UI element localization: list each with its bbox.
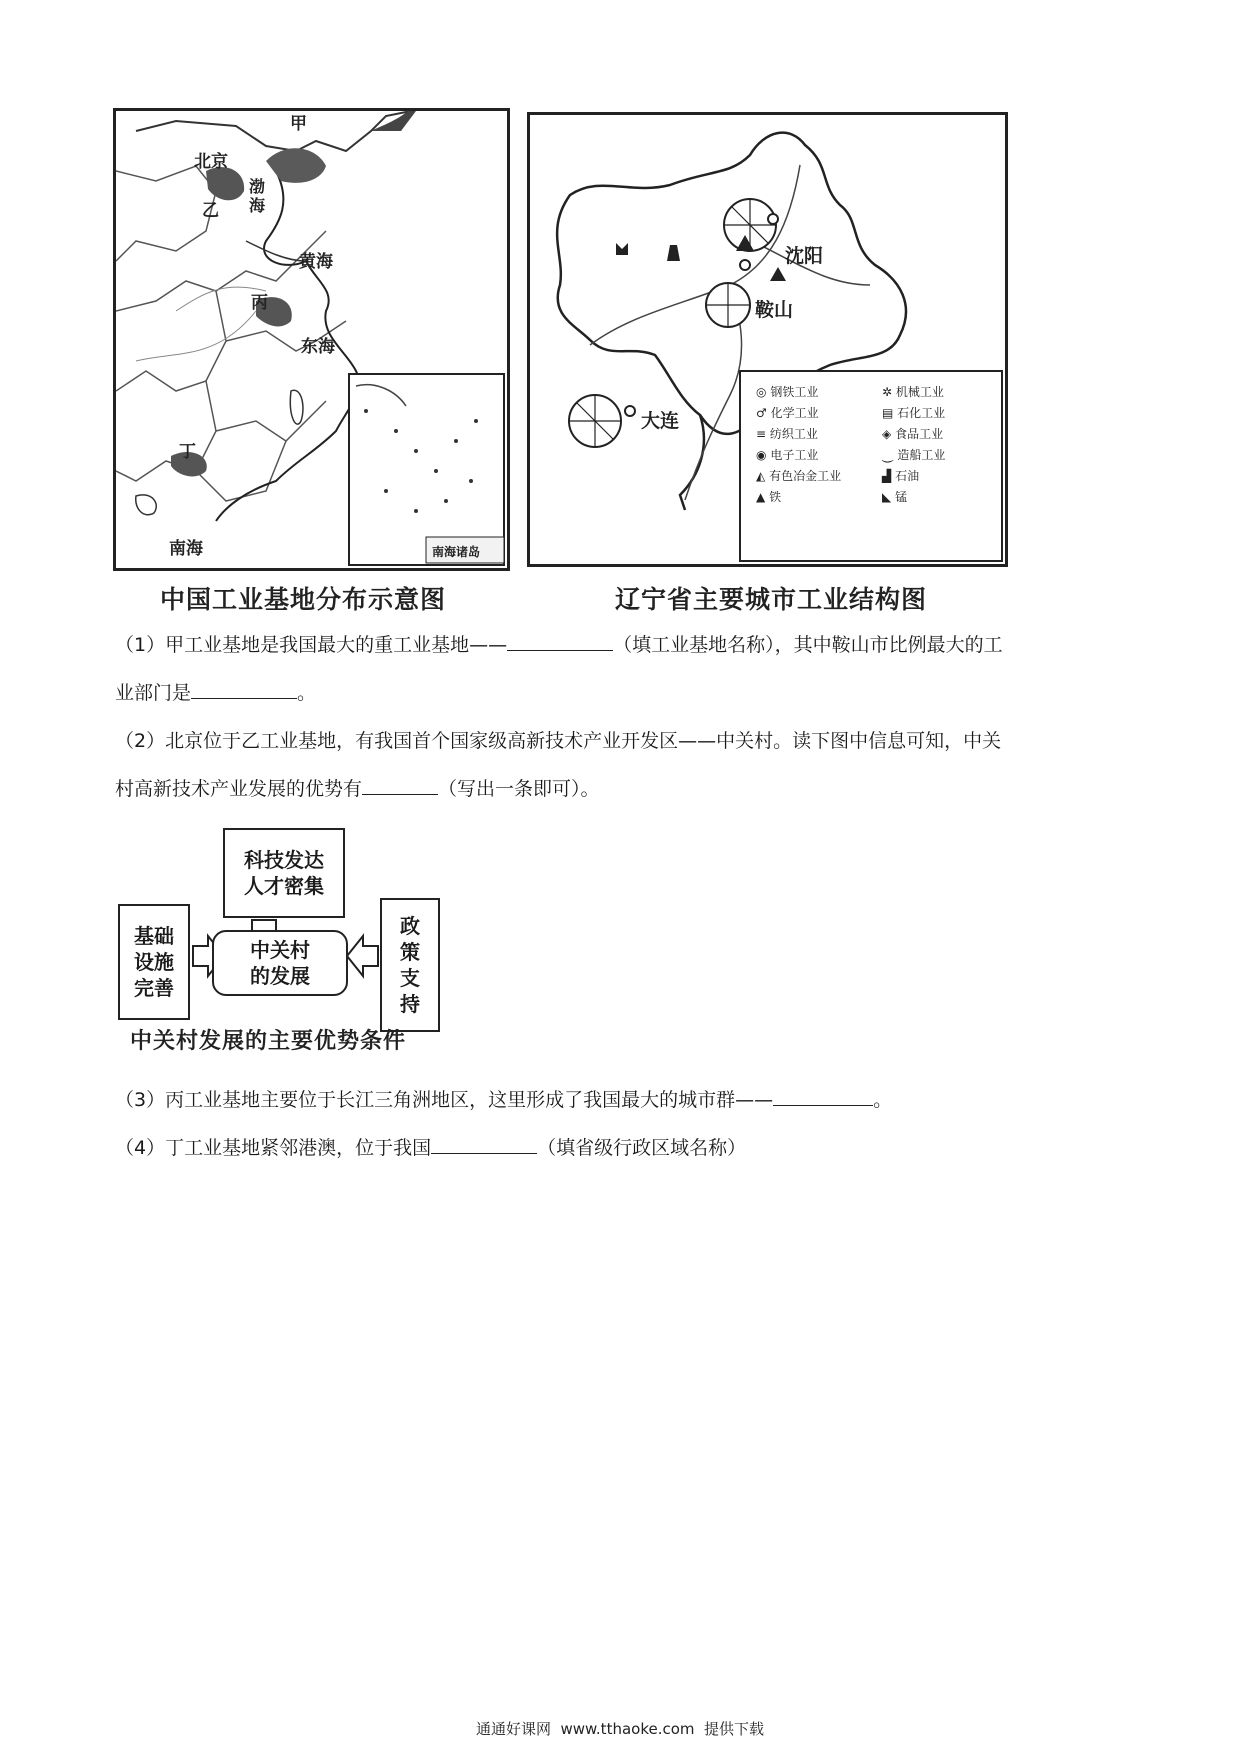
page-footer: 通通好课网 www.tthaoke.com 提供下载 bbox=[475, 1720, 765, 1738]
diagram-box-top: 科技发达 人才密集 bbox=[223, 828, 345, 918]
china-industrial-map bbox=[113, 108, 510, 571]
question-1-line-2: 业部门是 。 bbox=[115, 682, 317, 704]
diagram-box-left: 基础 设施 完善 bbox=[118, 904, 190, 1020]
label-bohai: 渤海 bbox=[249, 177, 266, 215]
question-1-line-1: （1）甲工业基地是我国最大的重工业基地—— （填工业基地名称），其中鞍山市比例最大的工 bbox=[115, 634, 1003, 656]
diagram-box-right: 政 策 支 持 bbox=[380, 898, 440, 1032]
label-bing: 丙 bbox=[251, 293, 268, 313]
city-shenyang: 沈阳 bbox=[785, 245, 824, 267]
label-jia: 甲 bbox=[290, 114, 307, 134]
chemical-icon: ♂ bbox=[756, 406, 767, 420]
legend-textile: ≡ 纺织工业 bbox=[756, 427, 818, 441]
legend-petrochemical: ▤ 石化工业 bbox=[882, 406, 946, 420]
answer-blank-3[interactable] bbox=[773, 1087, 873, 1106]
gear-icon: ✲ bbox=[882, 385, 893, 399]
legend-metallurgy: ◭ 有色冶金工业 bbox=[756, 469, 842, 483]
legend-steel: ◎ 钢铁工业 bbox=[756, 385, 819, 399]
answer-blank-1b[interactable] bbox=[191, 680, 297, 699]
legend-machinery: ✲ 机械工业 bbox=[882, 385, 944, 399]
answer-blank-1a[interactable] bbox=[507, 632, 613, 651]
city-dalian: 大连 bbox=[641, 410, 680, 432]
legend-food: ◈ 食品工业 bbox=[882, 427, 944, 441]
diagram-box-center: 中关村 的发展 bbox=[212, 930, 348, 996]
legend-ship: ⏝ 造船工业 bbox=[882, 448, 946, 462]
diagram-caption: 中关村发展的主要优势条件 bbox=[130, 1029, 407, 1054]
liaoning-map-caption: 辽宁省主要城市工业结构图 bbox=[615, 585, 928, 614]
legend-electronics: ◉ 电子工业 bbox=[756, 448, 819, 462]
food-icon: ◈ bbox=[882, 427, 892, 441]
label-yi: 乙 bbox=[202, 201, 219, 221]
label-beijing: 北京 bbox=[194, 152, 228, 172]
question-4: （4）丁工业基地紧邻港澳，位于我国 （填省级行政区域名称） bbox=[115, 1137, 747, 1159]
liaoning-industry-map bbox=[527, 112, 1008, 567]
answer-blank-4[interactable] bbox=[431, 1135, 537, 1154]
oil-icon: ▟ bbox=[882, 469, 892, 483]
china-map-caption: 中国工业基地分布示意图 bbox=[160, 585, 447, 614]
legend-iron: ▲ 铁 bbox=[756, 490, 782, 504]
label-ding: 丁 bbox=[179, 442, 196, 462]
label-donghai: 东海 bbox=[301, 337, 335, 357]
legend-manganese: ◣ 锰 bbox=[882, 490, 908, 504]
label-nanhai: 南海 bbox=[169, 539, 203, 559]
steel-icon: ◎ bbox=[756, 385, 767, 399]
metallurgy-icon: ◭ bbox=[756, 469, 766, 483]
legend-oil: ▟ 石油 bbox=[882, 469, 920, 483]
city-anshan: 鞍山 bbox=[755, 299, 794, 321]
iron-icon: ▲ bbox=[756, 490, 766, 504]
label-inset: 南海诸岛 bbox=[432, 545, 481, 559]
answer-blank-2[interactable] bbox=[362, 776, 438, 795]
zhongguancun-diagram bbox=[118, 828, 448, 1058]
manganese-icon: ◣ bbox=[882, 490, 892, 504]
legend-chemical: ♂ 化学工业 bbox=[756, 406, 819, 420]
question-2-line-2: 村高新技术产业发展的优势有 （写出一条即可）。 bbox=[115, 778, 600, 800]
ship-icon: ⏝ bbox=[882, 448, 894, 462]
textile-icon: ≡ bbox=[756, 427, 767, 441]
question-2-line-1: （2）北京位于乙工业基地，有我国首个国家级高新技术产业开发区——中关村。读下图中信息可知，中关 bbox=[115, 730, 1002, 752]
label-huanghai: 黄海 bbox=[299, 252, 333, 272]
question-3: （3）丙工业基地主要位于长江三角洲地区，这里形成了我国最大的城市群—— 。 bbox=[115, 1089, 893, 1111]
petrochemical-icon: ▤ bbox=[882, 406, 894, 420]
electronics-icon: ◉ bbox=[756, 448, 767, 462]
